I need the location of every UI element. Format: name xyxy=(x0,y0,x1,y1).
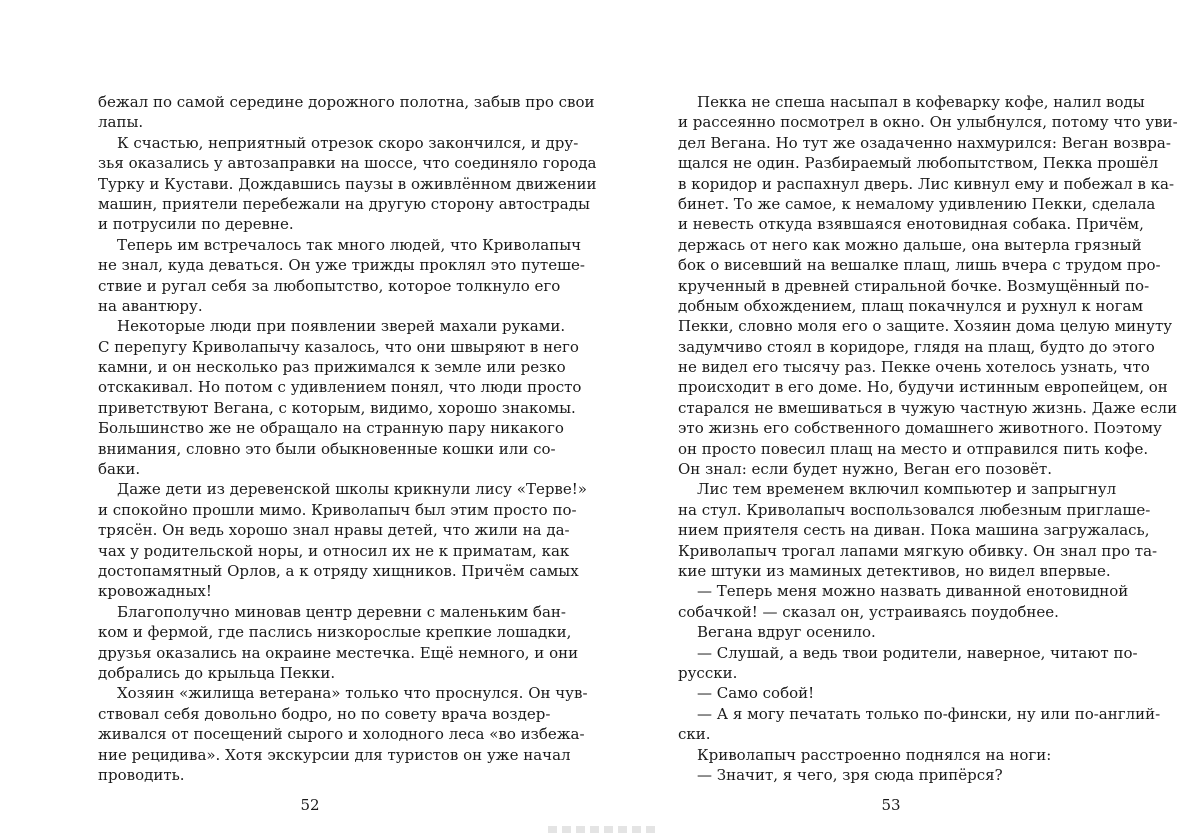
text-line: С перепугу Криволапычу казалось, что они швыряют в него xyxy=(98,337,579,356)
text-line: чах у родительской норы, и относил их не к приматам, как xyxy=(98,541,570,560)
text-line: Криволапыч трогал лапами мягкую обивку. Он знал про та- xyxy=(678,541,1158,560)
text-line: ствие и ругал себя за любопытство, которое толкнуло его xyxy=(98,276,561,295)
text-line: проводить. xyxy=(98,765,185,784)
scan-artifact xyxy=(548,826,658,833)
right-page-text xyxy=(678,92,1178,785)
text-line: задумчиво стоял в коридоре, глядя на плащ, будто до этого xyxy=(678,337,1155,356)
text-line: это жизнь его собственного домашнего животного. Поэтому xyxy=(678,419,1162,438)
text-line: К счастью, неприятный отрезок скоро закончился, и дру- xyxy=(117,133,579,152)
paragraph xyxy=(678,683,1102,703)
paragraph xyxy=(678,622,1102,642)
text-line: ски. xyxy=(678,725,711,744)
text-line: — Значит, я чего, зря сюда припёрся? xyxy=(697,765,1003,784)
text-line: внимания, словно это были обыкновенные кошки или со- xyxy=(98,439,556,458)
text-line: добрались до крыльца Пекки. xyxy=(98,663,336,682)
text-line: Криволапыч расстроенно поднялся на ноги: xyxy=(697,745,1052,764)
paragraph xyxy=(98,235,585,317)
text-line: ние рецидива». Хотя экскурсии для туристов он уже начал xyxy=(98,745,571,764)
text-line: добным обхождением, плащ покачнулся и рухнул к ногам xyxy=(678,296,1144,315)
text-line: друзья оказались на окраине местечка. Ещё немного, и они xyxy=(98,643,579,662)
text-line: — Слушай, а ведь твои родители, наверное, читают по- xyxy=(697,643,1138,662)
text-line: Он знал: если будет нужно, Веган его позовёт. xyxy=(678,460,1052,479)
text-line: бинет. То же самое, к немалому удивлению Пекки, сделала xyxy=(678,194,1156,213)
paragraph xyxy=(98,602,579,684)
text-line: происходит в его доме. Но, будучи истинным европейцем, он xyxy=(678,378,1168,397)
text-line: машин, приятели перебежали на другую сторону автострады xyxy=(98,194,590,213)
paragraph xyxy=(678,92,1178,479)
paragraph xyxy=(98,92,595,133)
text-line: достопамятный Орлов, а к отряду хищников. Причём самых xyxy=(98,561,579,580)
text-line: Некоторые люди при появлении зверей махали руками. xyxy=(117,317,566,336)
text-line: держась от него как можно дальше, она вытерла грязный xyxy=(678,235,1142,254)
left-page-text xyxy=(98,92,597,785)
text-line: и рассеянно посмотрел в окно. Он улыбнулся, потому что уви- xyxy=(678,113,1178,132)
text-line: Хозяин «жилища ветерана» только что проснулся. Он чув- xyxy=(117,684,588,703)
paragraph xyxy=(678,745,1102,765)
text-line: бежал по самой середине дорожного полотна, забыв про свои xyxy=(98,93,595,111)
text-line: приветствуют Вегана, с которым, видимо, хорошо знакомы. xyxy=(98,398,576,417)
text-line: он просто повесил плащ на место и отправился пить кофе. xyxy=(678,439,1149,458)
text-line: трясён. Он ведь хорошо знал нравы детей, что жили на да- xyxy=(98,521,570,540)
text-line: русски. xyxy=(678,663,738,682)
text-line: бок о висевший на вешалке плащ, лишь вчера с трудом про- xyxy=(678,256,1161,275)
paragraph xyxy=(678,479,1158,581)
page-number-right: 53 xyxy=(881,796,901,814)
page-number-left: 52 xyxy=(300,796,320,814)
paragraph xyxy=(678,643,1138,684)
text-line: дел Вегана. Но тут же озадаченно нахмурился: Веган возвра- xyxy=(678,133,1171,152)
text-line: в коридор и распахнул дверь. Лис кивнул ему и побежал в ка- xyxy=(678,174,1175,193)
text-line: нием приятеля сесть на диван. Пока машина загружалась, xyxy=(678,521,1150,540)
paragraph xyxy=(98,683,588,785)
paragraph xyxy=(678,765,1102,785)
text-line: — Само собой! xyxy=(697,684,815,703)
text-line: Лис тем временем включил компьютер и запрыгнул xyxy=(697,480,1117,499)
text-line: собачкой! — сказал он, устраиваясь поудобнее. xyxy=(678,602,1059,621)
text-line: Вегана вдруг осенило. xyxy=(697,623,876,642)
text-line: Пекки, словно моля его о защите. Хозяин дома целую минуту xyxy=(678,317,1173,336)
text-line: крученный в древней стиральной бочке. Возмущённый по- xyxy=(678,276,1150,295)
text-line: живался от посещений сырого и холодного леса «во избежа- xyxy=(98,725,585,744)
paragraph xyxy=(98,316,582,479)
text-line: кровожадных! xyxy=(98,582,212,601)
text-line: Пекка не спеша насыпал в кофеварку кофе, налил воды xyxy=(697,93,1145,111)
text-line: кие штуки из маминых детективов, но видел впервые. xyxy=(678,561,1111,580)
text-line: Турку и Кустави. Дождавшись паузы в оживлённом движении xyxy=(98,174,597,193)
text-line: и потрусили по деревне. xyxy=(98,215,294,234)
text-line: Даже дети из деревенской школы крикнули лису «Терве!» xyxy=(117,480,587,499)
text-line: не видел его тысячу раз. Пекке очень хотелось узнать, что xyxy=(678,358,1150,377)
paragraph xyxy=(98,479,587,601)
text-line: старался не вмешиваться в чужую частную жизнь. Даже если xyxy=(678,398,1178,417)
text-line: на стул. Криволапыч воспользовался любезным приглаше- xyxy=(678,500,1151,519)
text-line: баки. xyxy=(98,460,141,479)
text-line: — Теперь меня можно назвать диванной енотовидной xyxy=(697,582,1129,601)
text-line: ком и фермой, где паслись низкорослые крепкие лошадки, xyxy=(98,623,572,642)
paragraph xyxy=(98,133,597,235)
text-line: камни, и он несколько раз прижимался к земле или резко xyxy=(98,358,566,377)
text-line: на авантюру. xyxy=(98,296,203,315)
text-line: — А я могу печатать только по-фински, ну или по-англий- xyxy=(697,704,1161,723)
text-line: лапы. xyxy=(98,113,144,132)
text-line: ствовал себя довольно бодро, но по совету врача воздер- xyxy=(98,704,551,723)
text-line: Большинство же не обращало на странную пару никакого xyxy=(98,419,564,438)
text-line: зья оказались у автозаправки на шоссе, что соединяло города xyxy=(98,154,597,173)
text-line: Теперь им встречалось так много людей, что Криволапыч xyxy=(117,235,582,254)
text-line: щался не один. Разбираемый любопытством, Пекка прошёл xyxy=(678,154,1159,173)
text-line: отскакивал. Но потом с удивлением понял, что люди просто xyxy=(98,378,582,397)
paragraph xyxy=(678,704,1161,745)
text-line: и невесть откуда взявшаяся енотовидная собака. Причём, xyxy=(678,215,1144,234)
text-line: не знал, куда деваться. Он уже трижды проклял это путеше- xyxy=(98,256,585,275)
text-line: и спокойно прошли мимо. Криволапыч был этим просто по- xyxy=(98,500,577,519)
paragraph xyxy=(678,581,1129,622)
text-line: Благополучно миновав центр деревни с маленьким бан- xyxy=(117,602,566,621)
